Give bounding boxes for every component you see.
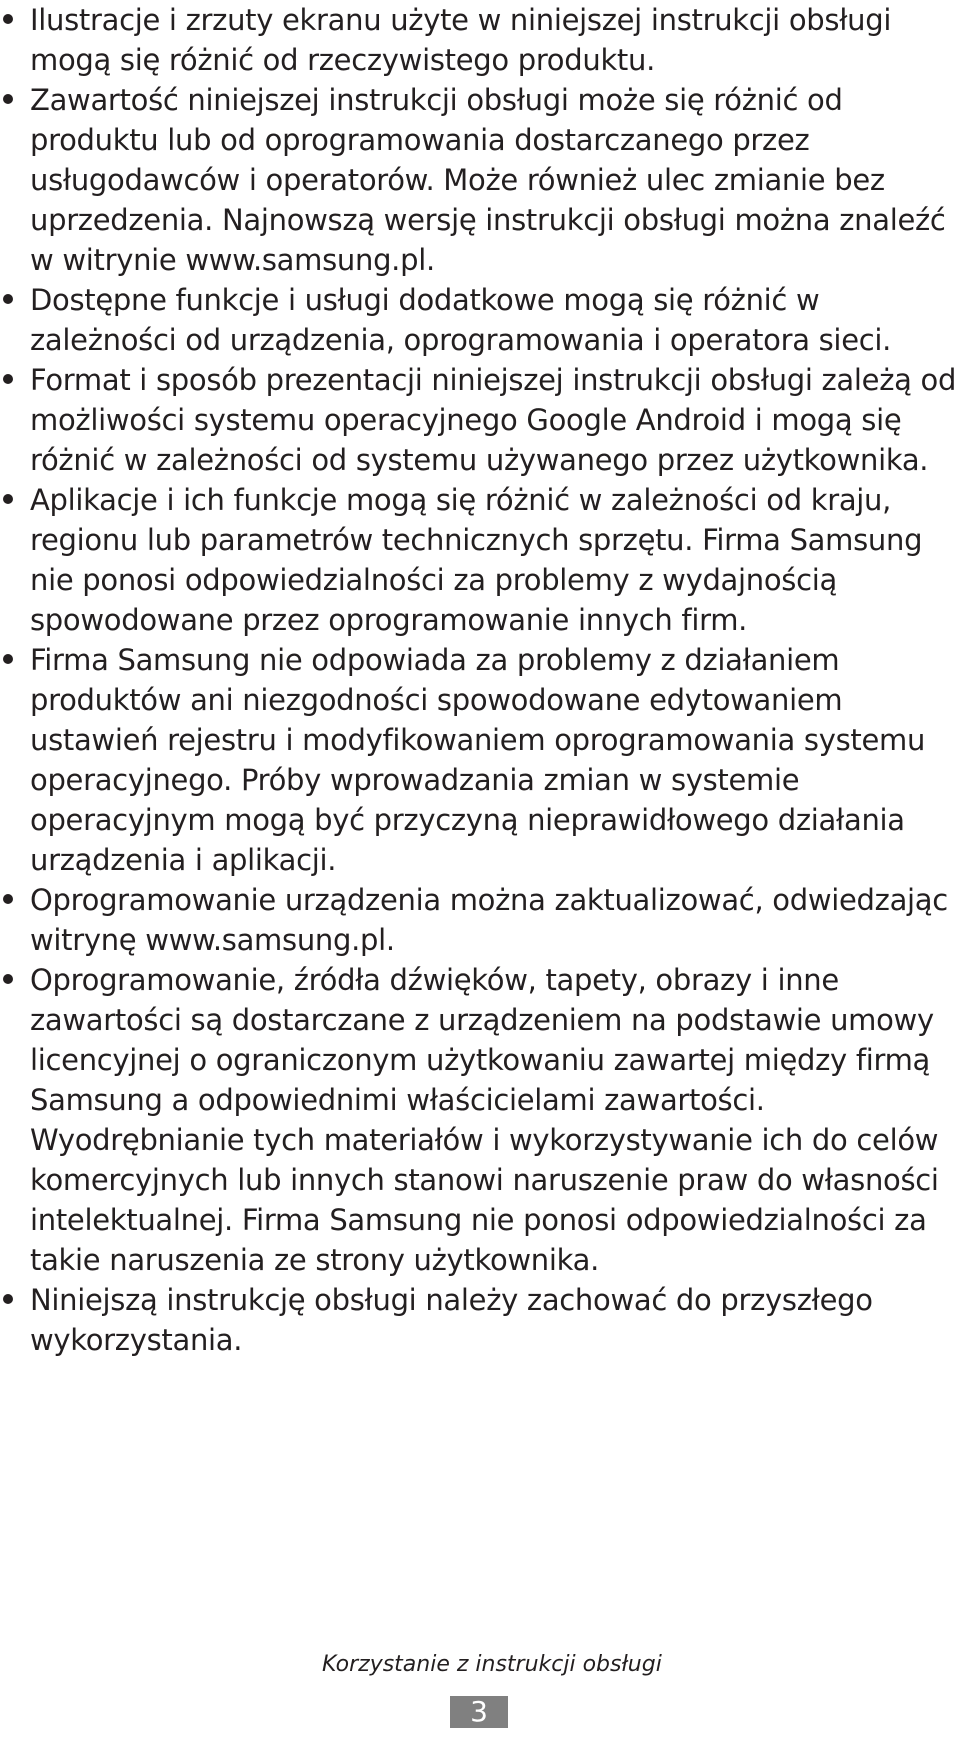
bullet-item-7 [0, 880, 960, 960]
bullet-text: Oprogramowanie, źródła dźwięków, tapety, obrazy i inne zawartości są dostarczane z urządzeniem na podstawie umowy licencyjnej o ograniczonym użytkowaniu zawartej między firmą Samsung a odpowiednimi właścicielami zawartości. Wyodrębnianie tych materiałów i wykorzystywanie ich do celów komercyjnych lub innych stanowi naruszenie praw do własności intelektualnej. Firma Samsung nie ponosi odpowiedzialności za takie naruszenia ze strony użytkownika. [30, 963, 939, 1277]
bullet-text: Aplikacje i ich funkcje mogą się różnić w zależności od kraju, regionu lub parametrów technicznych sprzętu. Firma Samsung nie ponosi odpowiedzialności za problemy z wydajnością spowodowane przez oprogramowanie innych firm. [30, 483, 923, 637]
bullet-text: Zawartość niniejszej instrukcji obsługi może się różnić od produktu lub od oprogramowania dostarczanego przez usługodawców i operatorów. Może również ulec zmianie bez uprzedzenia. Najnowszą wersję instrukcji obsługi można znaleźć w witrynie www.samsung.pl. [30, 83, 946, 277]
bullet-text: Oprogramowanie urządzenia można zaktualizować, odwiedzając witrynę www.samsung.pl. [30, 883, 948, 957]
bullet-item-1 [0, 0, 960, 80]
bullet-item-6 [0, 640, 960, 880]
bullet-item-8 [0, 960, 960, 1280]
bullet-item-2 [0, 80, 960, 280]
bullet-text: Format i sposób prezentacji niniejszej instrukcji obsługi zależą od możliwości systemu operacyjnego Google Android i mogą się różnić w zależności od systemu używanego przez użytkownika. [30, 363, 957, 477]
page-number: 3 [450, 1696, 508, 1728]
bullet-text: Ilustracje i zrzuty ekranu użyte w niniejszej instrukcji obsługi mogą się różnić od rzeczywistego produktu. [30, 3, 892, 77]
bullet-item-3 [0, 280, 960, 360]
bullet-item-5 [0, 480, 960, 640]
bullet-item-4 [0, 360, 960, 480]
bullet-text: Niniejszą instrukcję obsługi należy zachować do przyszłego wykorzystania. [30, 1283, 873, 1357]
footer-section-title: Korzystanie z instrukcji obsługi [322, 1652, 662, 1677]
bullet-text: Dostępne funkcje i usługi dodatkowe mogą się różnić w zależności od urządzenia, oprogramowania i operatora sieci. [30, 283, 892, 357]
bullet-text: Firma Samsung nie odpowiada za problemy z działaniem produktów ani niezgodności spowodowane edytowaniem ustawień rejestru i modyfikowaniem oprogramowania systemu operacyjnego. Próby wprowadzania zmian w systemie operacyjnym mogą być przyczyną nieprawidłowego działania urządzenia i aplikacji. [30, 643, 926, 877]
bullet-item-9 [0, 1280, 960, 1360]
